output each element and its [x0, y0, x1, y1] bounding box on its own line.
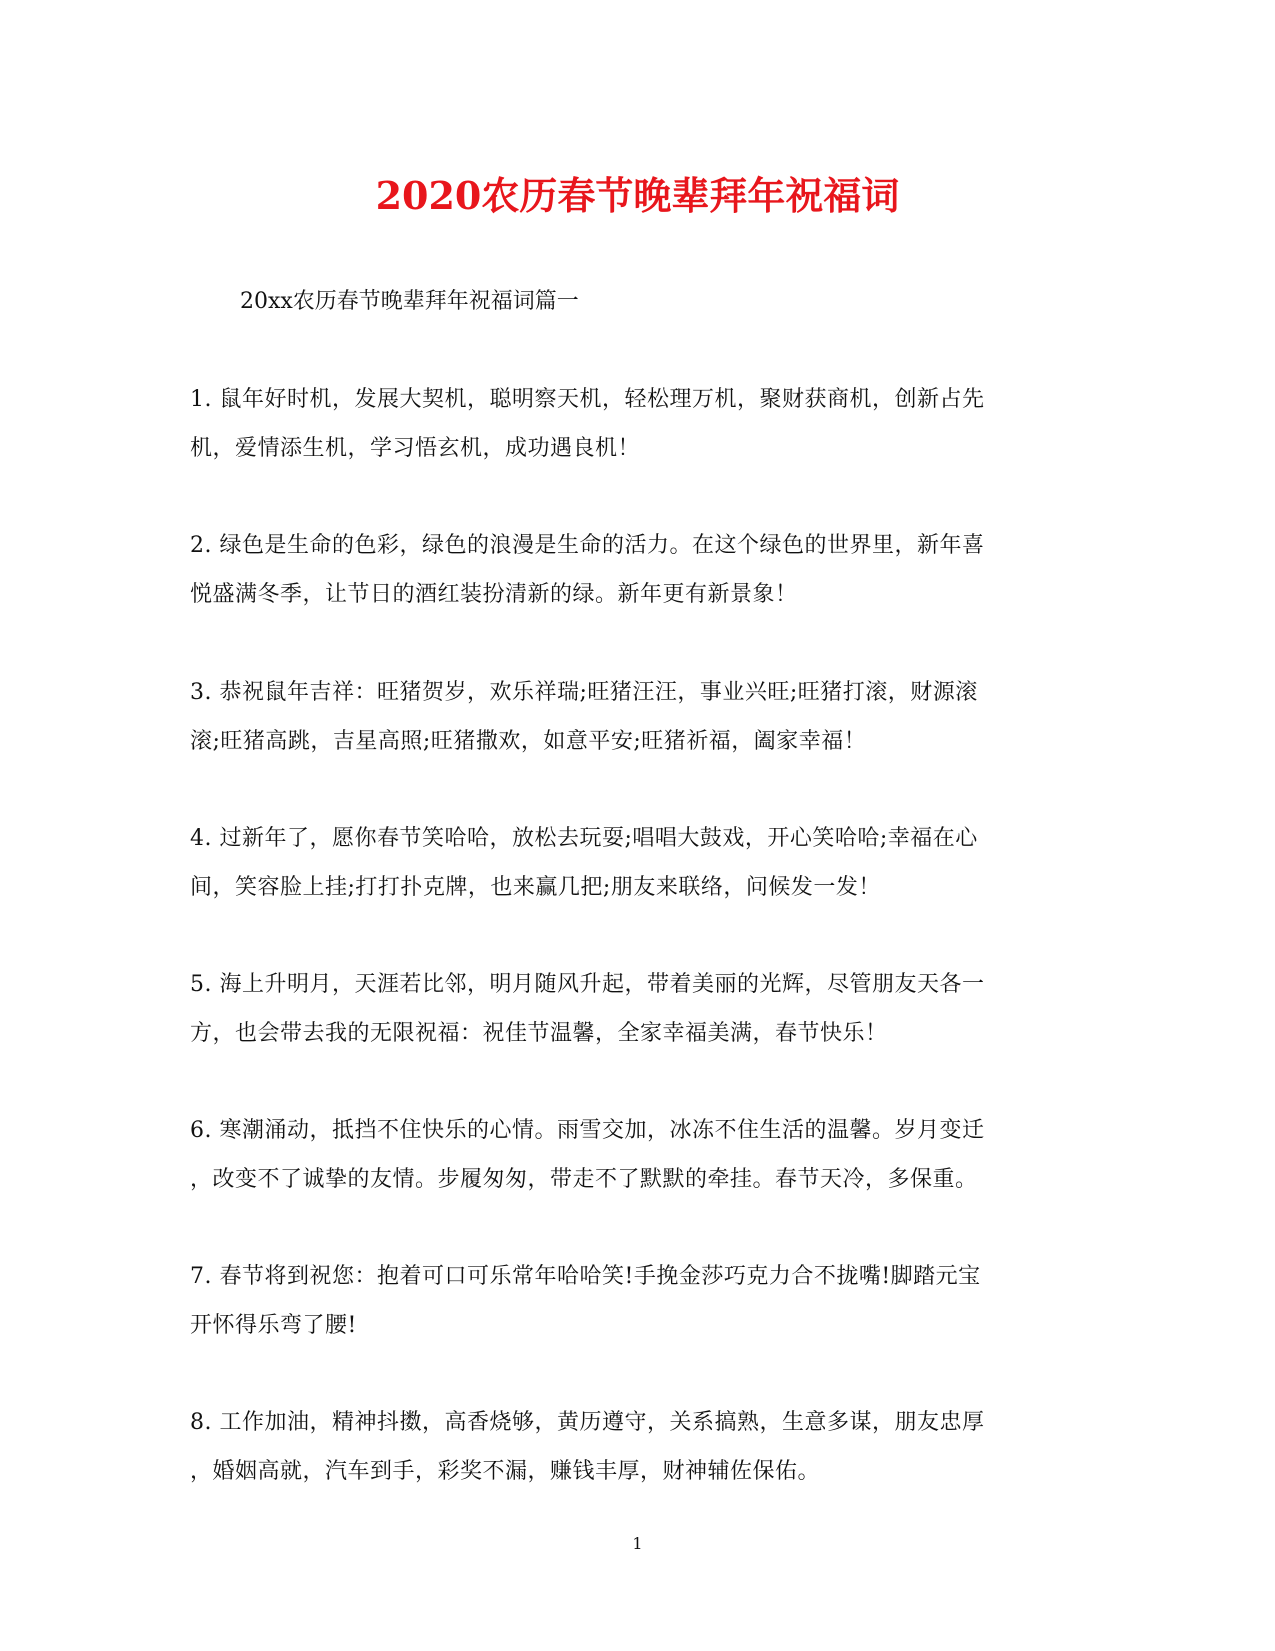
paragraph-line: 8. 工作加油，精神抖擞，高香烧够，黄历遵守，关系搞熟，生意多谋，朋友忠厚: [190, 1410, 985, 1435]
paragraph-line: 方，也会带去我的无限祝福：祝佳节温馨，全家幸福美满，春节快乐！: [190, 1021, 888, 1046]
paragraph-5: [190, 960, 1070, 1058]
paragraph-4: [190, 814, 1070, 912]
paragraph-line: 滚;旺猪高跳，吉星高照;旺猪撒欢，如意平安;旺猪祈福，阖家幸福！: [190, 729, 867, 754]
paragraph-line: 6. 寒潮涌动，抵挡不住快乐的心情。雨雪交加，冰冻不住生活的温馨。岁月变迁: [190, 1118, 985, 1143]
section-heading: 20xx农历春节晚辈拜年祝福词篇一: [240, 289, 579, 314]
paragraph-line: 1. 鼠年好时机，发展大契机，聪明察天机，轻松理万机，聚财获商机，创新占先: [190, 387, 985, 412]
paragraph-line: ，改变不了诚挚的友情。步履匆匆，带走不了默默的牵挂。春节天冷，多保重。: [190, 1167, 978, 1192]
paragraph-7: [190, 1252, 1070, 1350]
paragraph-1: [190, 375, 1070, 473]
paragraph-line: ，婚姻高就，汽车到手，彩奖不漏，赚钱丰厚，财神辅佐保佑。: [190, 1459, 821, 1484]
paragraph-3: [190, 668, 1070, 766]
paragraph-6: [190, 1106, 1070, 1204]
paragraph-line: 7. 春节将到祝您：抱着可口可乐常年哈哈笑!手挽金莎巧克力合不拢嘴!脚踏元宝: [190, 1264, 981, 1289]
paragraph-line: 3. 恭祝鼠年吉祥：旺猪贺岁，欢乐祥瑞;旺猪汪汪，事业兴旺;旺猪打滚，财源滚: [190, 680, 978, 705]
paragraph-2: [190, 521, 1070, 619]
paragraph-8: [190, 1398, 1070, 1496]
paragraph-line: 2. 绿色是生命的色彩，绿色的浪漫是生命的活力。在这个绿色的世界里，新年喜: [190, 533, 985, 558]
paragraph-line: 4. 过新年了，愿你春节笑哈哈，放松去玩耍;唱唱大鼓戏，开心笑哈哈;幸福在心: [190, 826, 978, 851]
page-number: 1: [632, 1534, 643, 1553]
paragraph-line: 机，爱情添生机，学习悟玄机，成功遇良机！: [190, 436, 641, 461]
document-title: 2020农历春节晚辈拜年祝福词: [375, 173, 900, 218]
paragraph-line: 开怀得乐弯了腰!: [190, 1313, 357, 1338]
paragraph-line: 间，笑容脸上挂;打打扑克牌，也来赢几把;朋友来联络，问候发一发！: [190, 875, 881, 900]
paragraph-line: 5. 海上升明月，天涯若比邻，明月随风升起，带着美丽的光辉，尽管朋友天各一: [190, 972, 985, 997]
paragraph-line: 悦盛满冬季，让节日的酒红装扮清新的绿。新年更有新景象！: [190, 582, 798, 607]
